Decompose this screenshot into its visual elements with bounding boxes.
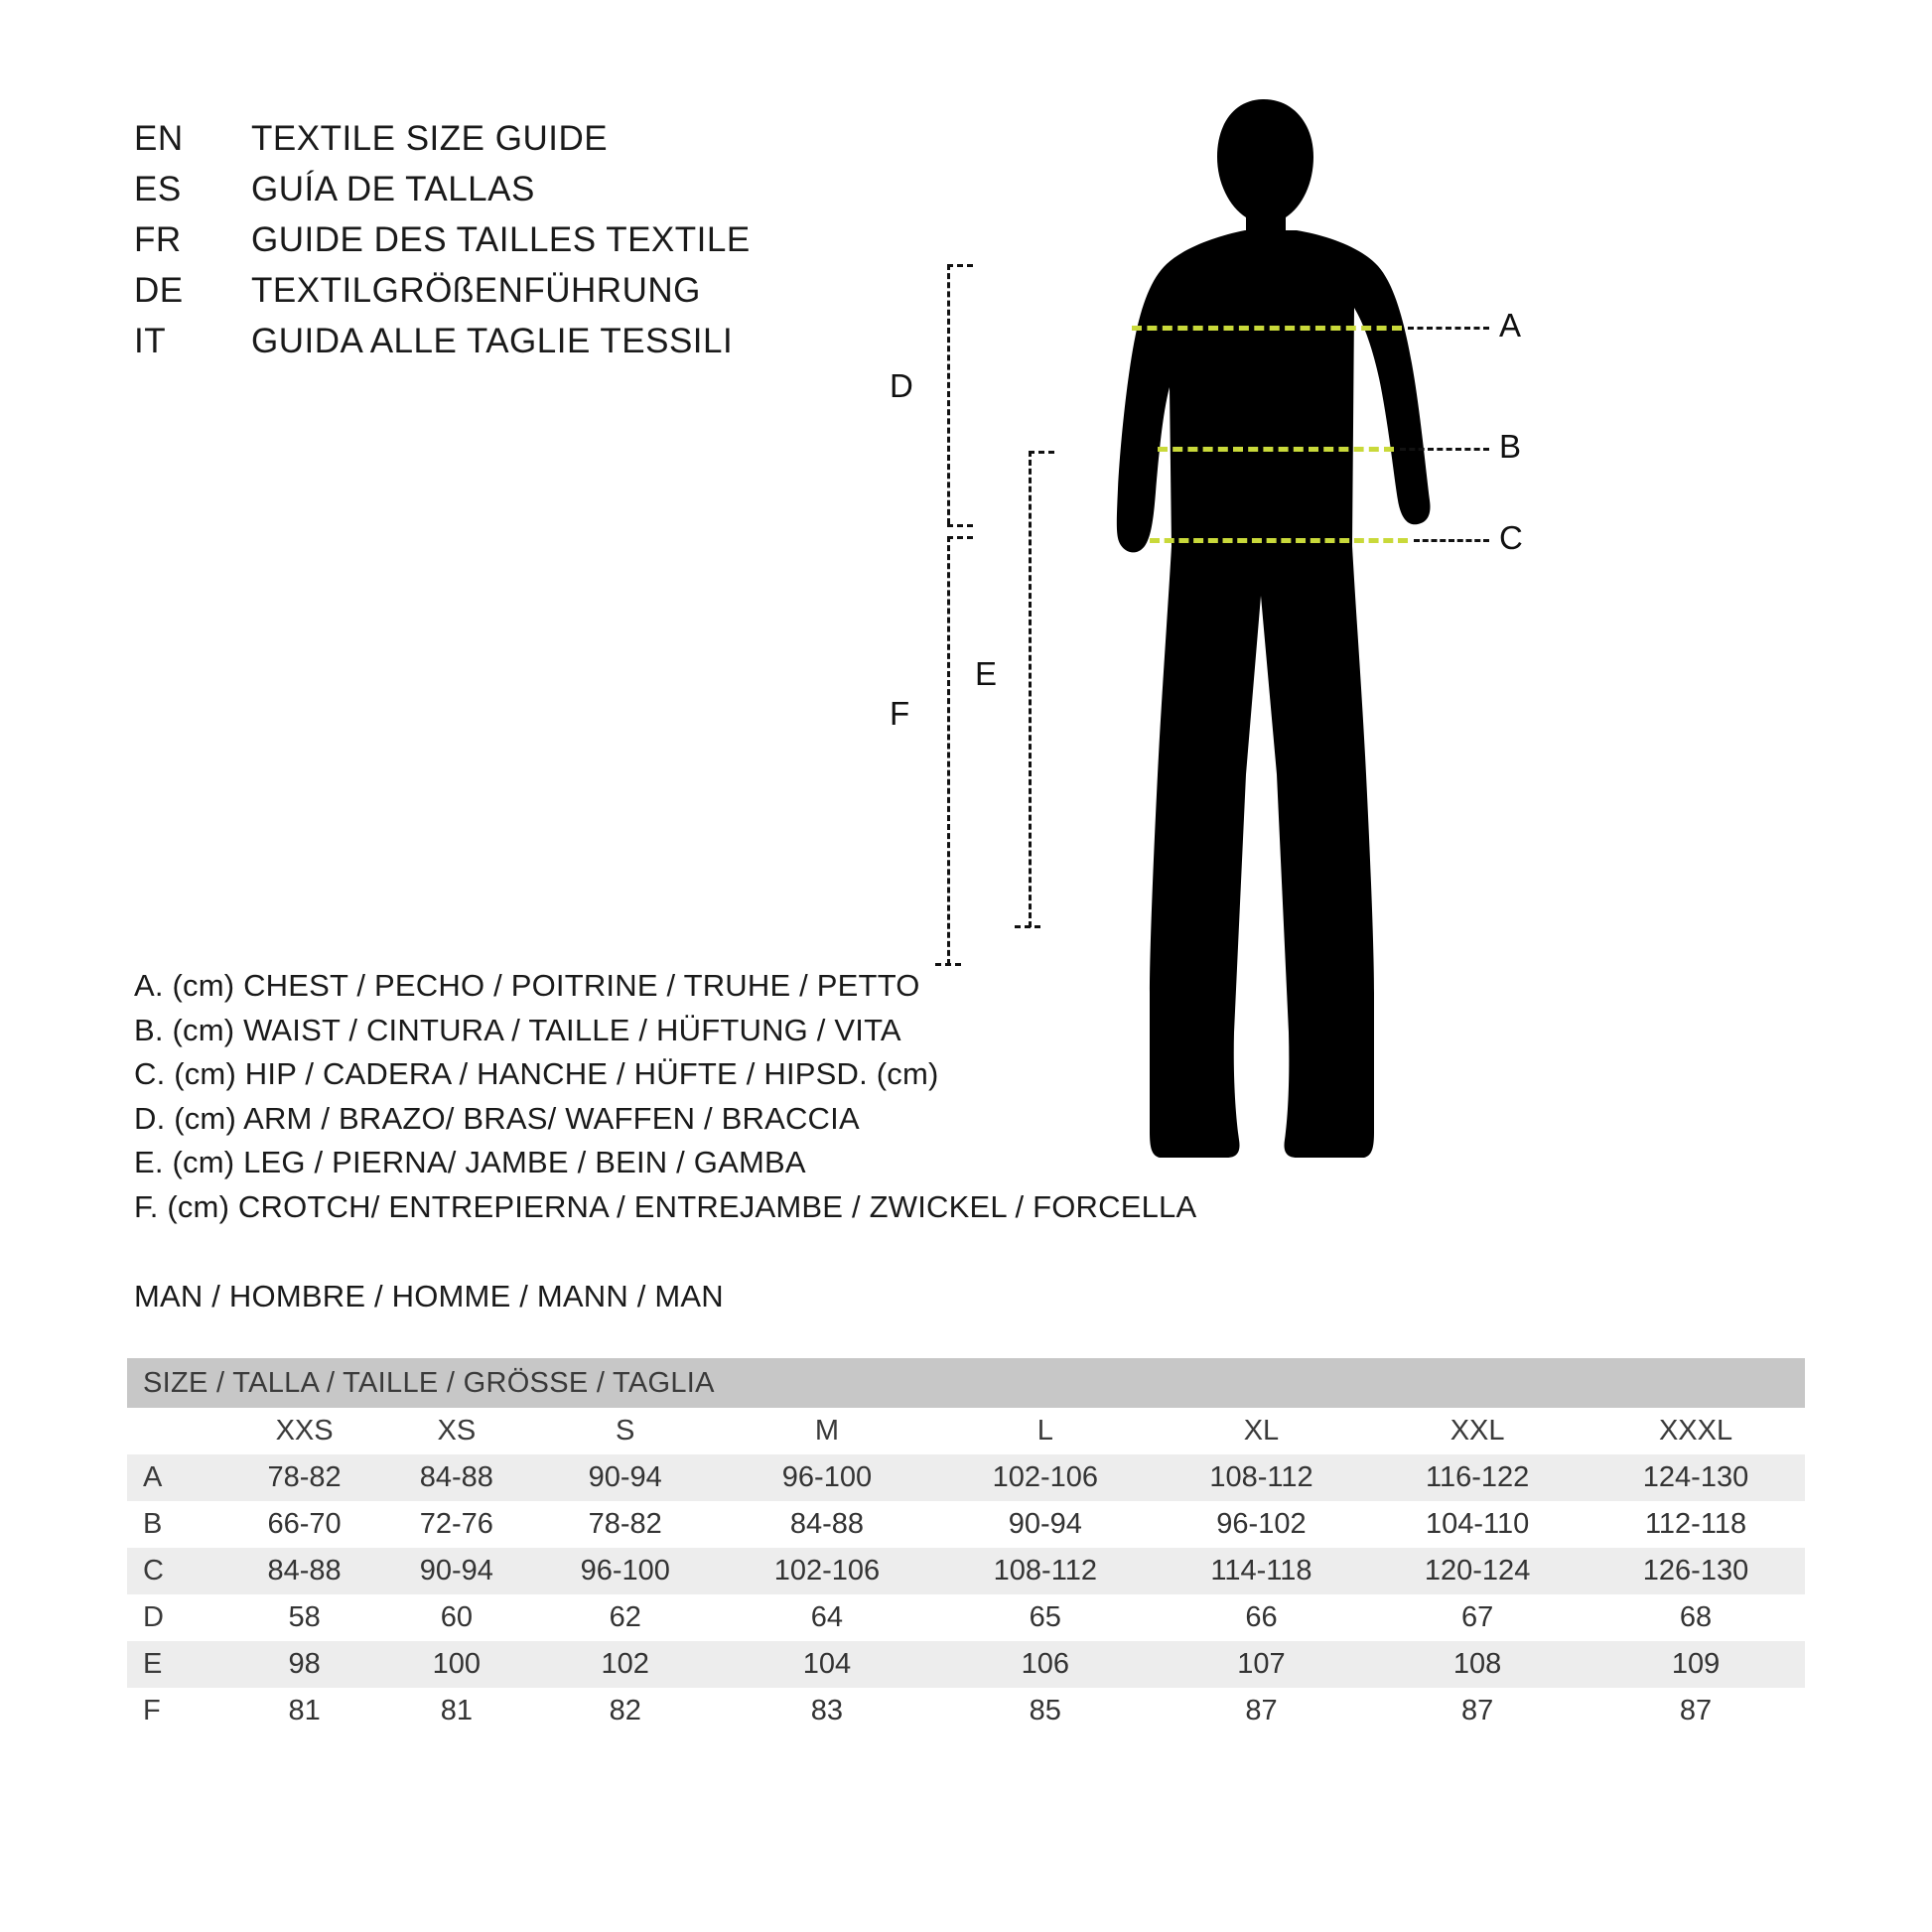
cell-b-l: 90-94 — [936, 1501, 1155, 1548]
cell-d-l: 65 — [936, 1594, 1155, 1641]
col-header-blank — [127, 1408, 228, 1454]
col-header-l: L — [936, 1408, 1155, 1454]
cell-a-s: 90-94 — [532, 1454, 718, 1501]
title-text-en: TEXTILE SIZE GUIDE — [251, 119, 609, 158]
arm-brace-bottom-tick — [947, 524, 973, 527]
cell-e-xl: 107 — [1155, 1641, 1368, 1688]
row-label-b: B — [127, 1501, 228, 1548]
hip-measure-line — [1150, 538, 1408, 543]
cell-f-xxxl: 87 — [1587, 1688, 1805, 1734]
legend-item-d: D. (cm) ARM / BRAZO/ BRAS/ WAFFEN / BRACCIA — [134, 1100, 860, 1136]
title-lang-es: ES — [134, 170, 182, 208]
title-text-it: GUIDA ALLE TAGLIE TESSILI — [251, 322, 734, 360]
col-header-xxl: XXL — [1368, 1408, 1587, 1454]
cell-f-xs: 81 — [380, 1688, 532, 1734]
cell-e-s: 102 — [532, 1641, 718, 1688]
gender-label: MAN / HOMBRE / HOMME / MANN / MAN — [134, 1279, 724, 1313]
table-column-headers — [127, 1408, 1805, 1454]
cell-f-l: 85 — [936, 1688, 1155, 1734]
cell-b-xxs: 66-70 — [228, 1501, 380, 1548]
chest-measure-line — [1132, 326, 1402, 331]
cell-c-xs: 90-94 — [380, 1548, 532, 1594]
cell-d-s: 62 — [532, 1594, 718, 1641]
label-b: B — [1499, 428, 1522, 465]
figure-area — [890, 79, 1866, 1231]
cell-d-xl: 66 — [1155, 1594, 1368, 1641]
crotch-brace — [947, 536, 950, 965]
row-label-d: D — [127, 1594, 228, 1641]
cell-f-xxl: 87 — [1368, 1688, 1587, 1734]
title-row-fr — [134, 220, 751, 271]
cell-b-m: 84-88 — [718, 1501, 936, 1548]
cell-e-xxxl: 109 — [1587, 1641, 1805, 1688]
cell-a-xl: 108-112 — [1155, 1454, 1368, 1501]
cell-e-xxs: 98 — [228, 1641, 380, 1688]
cell-a-xxs: 78-82 — [228, 1454, 380, 1501]
cell-e-xs: 100 — [380, 1641, 532, 1688]
label-f: F — [890, 695, 910, 732]
hip-lead-line — [1414, 539, 1489, 542]
cell-e-m: 104 — [718, 1641, 936, 1688]
crotch-brace-bottom-tick — [935, 963, 961, 966]
cell-f-s: 82 — [532, 1688, 718, 1734]
cell-a-xs: 84-88 — [380, 1454, 532, 1501]
cell-a-l: 102-106 — [936, 1454, 1155, 1501]
title-row-de — [134, 271, 751, 322]
table-row — [127, 1688, 1805, 1734]
leg-brace-top-tick — [1029, 451, 1054, 454]
title-row-es — [134, 170, 751, 220]
cell-d-xxs: 58 — [228, 1594, 380, 1641]
cell-c-l: 108-112 — [936, 1548, 1155, 1594]
size-table — [127, 1358, 1805, 1734]
table-row — [127, 1641, 1805, 1688]
legend-item-b: B. (cm) WAIST / CINTURA / TAILLE / HÜFTUNG / VITA — [134, 1012, 901, 1047]
cell-e-xxl: 108 — [1368, 1641, 1587, 1688]
title-lang-fr: FR — [134, 220, 182, 259]
cell-c-xl: 114-118 — [1155, 1548, 1368, 1594]
legend-item-c: C. (cm) HIP / CADERA / HANCHE / HÜFTE / HIPSD. (cm) — [134, 1056, 939, 1091]
col-header-xl: XL — [1155, 1408, 1368, 1454]
chest-lead-line — [1408, 327, 1489, 330]
cell-d-xxl: 67 — [1368, 1594, 1587, 1641]
cell-b-xxl: 104-110 — [1368, 1501, 1587, 1548]
col-header-xxxl: XXXL — [1587, 1408, 1805, 1454]
cell-a-xxxl: 124-130 — [1587, 1454, 1805, 1501]
male-silhouette-icon — [1033, 79, 1866, 1231]
cell-f-m: 83 — [718, 1688, 936, 1734]
cell-f-xl: 87 — [1155, 1688, 1368, 1734]
title-row-en — [134, 119, 751, 170]
legend-item-f: F. (cm) CROTCH/ ENTREPIERNA / ENTREJAMBE / ZWICKEL / FORCELLA — [134, 1188, 1197, 1224]
label-e: E — [975, 655, 998, 692]
cell-e-l: 106 — [936, 1641, 1155, 1688]
cell-c-s: 96-100 — [532, 1548, 718, 1594]
waist-lead-line — [1400, 448, 1489, 451]
table-row — [127, 1501, 1805, 1548]
col-header-s: S — [532, 1408, 718, 1454]
arm-brace-top-tick — [947, 264, 973, 267]
cell-b-xxxl: 112-118 — [1587, 1501, 1805, 1548]
title-row-it — [134, 322, 751, 372]
cell-c-xxxl: 126-130 — [1587, 1548, 1805, 1594]
arm-brace — [947, 264, 950, 524]
label-a: A — [1499, 307, 1522, 344]
row-label-e: E — [127, 1641, 228, 1688]
label-d: D — [890, 367, 913, 404]
table-header-band — [127, 1358, 1805, 1408]
table-row — [127, 1454, 1805, 1501]
cell-c-m: 102-106 — [718, 1548, 936, 1594]
row-label-c: C — [127, 1548, 228, 1594]
table-header-label: SIZE / TALLA / TAILLE / GRÖSSE / TAGLIA — [127, 1358, 1805, 1408]
waist-measure-line — [1158, 447, 1394, 452]
cell-b-s: 78-82 — [532, 1501, 718, 1548]
cell-c-xxs: 84-88 — [228, 1548, 380, 1594]
cell-f-xxs: 81 — [228, 1688, 380, 1734]
label-c: C — [1499, 519, 1523, 556]
col-header-xxs: XXS — [228, 1408, 380, 1454]
cell-d-xs: 60 — [380, 1594, 532, 1641]
cell-b-xl: 96-102 — [1155, 1501, 1368, 1548]
title-lang-de: DE — [134, 271, 184, 310]
title-text-de: TEXTILGRÖßENFÜHRUNG — [251, 271, 701, 310]
title-text-fr: GUIDE DES TAILLES TEXTILE — [251, 220, 751, 259]
cell-c-xxl: 120-124 — [1368, 1548, 1587, 1594]
cell-a-m: 96-100 — [718, 1454, 936, 1501]
table-row — [127, 1548, 1805, 1594]
cell-b-xs: 72-76 — [380, 1501, 532, 1548]
leg-brace-bottom-tick — [1015, 925, 1040, 928]
title-lang-it: IT — [134, 322, 167, 360]
legend-item-e: E. (cm) LEG / PIERNA/ JAMBE / BEIN / GAMBA — [134, 1145, 806, 1179]
title-block — [134, 119, 751, 372]
cell-a-xxl: 116-122 — [1368, 1454, 1587, 1501]
cell-d-xxxl: 68 — [1587, 1594, 1805, 1641]
legend-item-a: A. (cm) CHEST / PECHO / POITRINE / TRUHE / PETTO — [134, 968, 920, 1003]
row-label-f: F — [127, 1688, 228, 1734]
leg-brace — [1029, 451, 1032, 927]
row-label-a: A — [127, 1454, 228, 1501]
title-lang-en: EN — [134, 119, 184, 158]
crotch-brace-top-tick — [947, 536, 973, 539]
col-header-xs: XS — [380, 1408, 532, 1454]
table-row — [127, 1594, 1805, 1641]
col-header-m: M — [718, 1408, 936, 1454]
title-text-es: GUÍA DE TALLAS — [251, 170, 535, 208]
cell-d-m: 64 — [718, 1594, 936, 1641]
